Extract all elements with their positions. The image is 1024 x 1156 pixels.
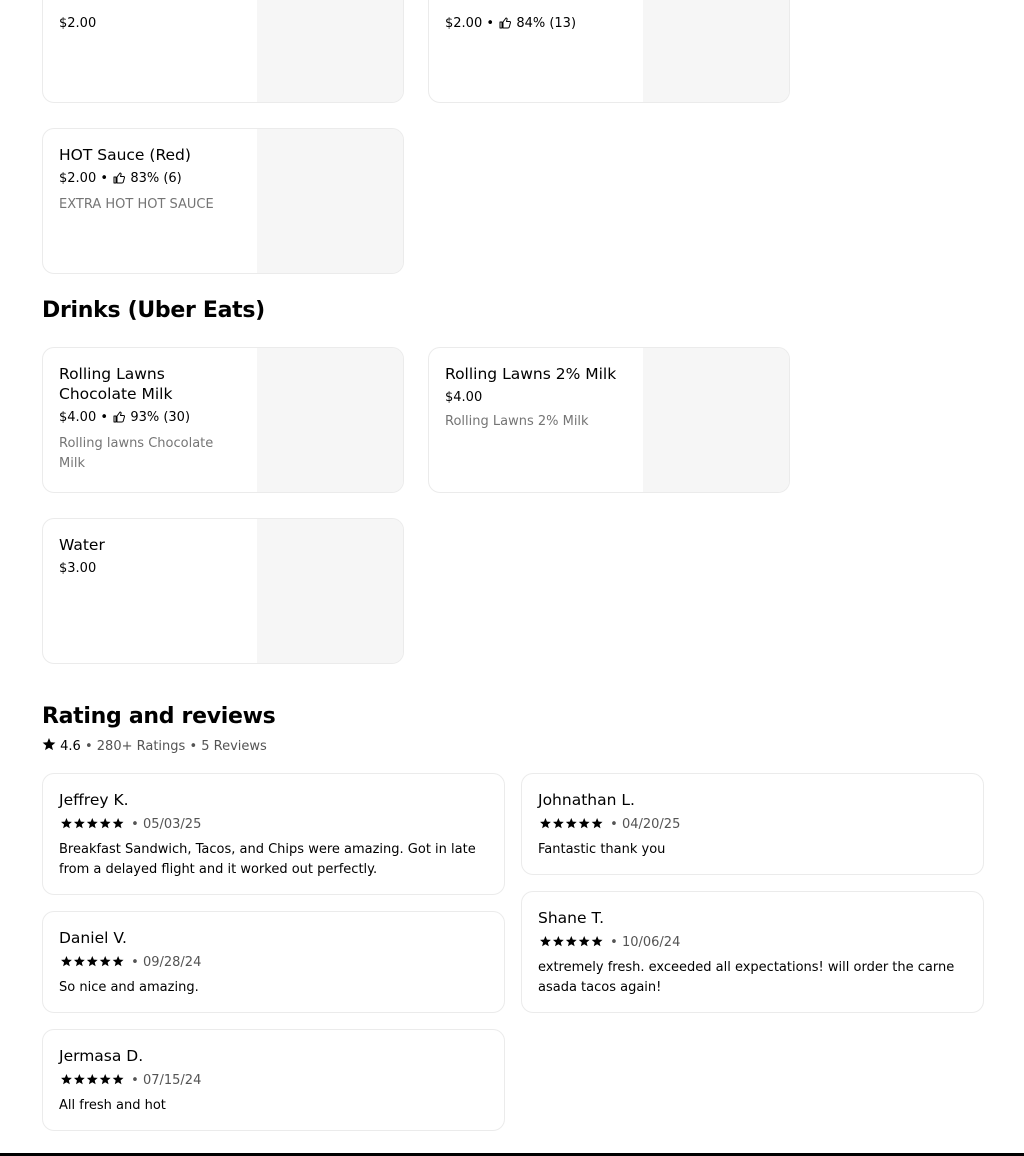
review-card	[42, 911, 505, 1013]
star-rating-icon	[59, 816, 127, 836]
section-title-drinks: Drinks (Uber Eats)	[42, 298, 265, 323]
item-price: $4.00	[445, 390, 483, 405]
item-name: Water	[59, 536, 105, 554]
menu-item-card[interactable]	[42, 347, 404, 493]
star-icon	[42, 738, 56, 757]
review-date: 10/06/24	[621, 935, 681, 950]
reviews-count: 5 Reviews	[201, 739, 267, 754]
item-price-row	[59, 169, 235, 191]
menu-item-card[interactable]	[42, 128, 404, 274]
review-date: 05/03/25	[142, 817, 202, 832]
reviewer-name: Jermasa D.	[59, 1047, 144, 1065]
item-description: Rolling Lawns 2% Milk	[445, 414, 589, 429]
item-price: $2.00	[59, 16, 97, 31]
review-text: Breakfast Sandwich, Tacos, and Chips were amazing. Got in late from a delayed flight and it worked out perfectly.	[59, 842, 476, 877]
reviewer-name: Johnathan L.	[538, 791, 635, 809]
review-text: Fantastic thank you	[538, 842, 666, 857]
item-price: $2.00	[445, 16, 483, 31]
separator: •	[610, 935, 618, 950]
review-text: All fresh and hot	[59, 1098, 166, 1113]
item-price: $2.00	[59, 171, 97, 186]
separator: •	[131, 817, 139, 832]
item-price-row	[59, 408, 235, 430]
thumbs-up-icon	[113, 410, 125, 430]
separator: •	[486, 16, 495, 31]
reviewer-name: Jeffrey K.	[59, 791, 129, 809]
item-price-row	[445, 388, 621, 408]
rating-summary	[42, 738, 267, 757]
reviewer-name: Daniel V.	[59, 929, 127, 947]
review-meta	[59, 1071, 488, 1092]
item-rating: 83% (6)	[130, 171, 182, 186]
review-date: 07/15/24	[142, 1073, 202, 1088]
separator: •	[131, 955, 139, 970]
review-card	[42, 773, 505, 895]
ratings-count: 280+ Ratings	[96, 739, 186, 754]
menu-item-card[interactable]	[42, 0, 404, 103]
review-card	[521, 891, 984, 1013]
menu-item-card[interactable]	[428, 347, 790, 493]
section-title-reviews: Rating and reviews	[42, 704, 276, 729]
star-rating-icon	[59, 1072, 127, 1092]
item-name: Rolling Lawns Chocolate Milk	[59, 365, 173, 403]
thumbs-up-icon	[499, 16, 511, 36]
item-description: EXTRA HOT HOT SAUCE	[59, 197, 214, 212]
item-name: Rolling Lawns 2% Milk	[445, 365, 617, 383]
item-image	[257, 129, 403, 273]
star-rating-icon	[59, 954, 127, 974]
separator: •	[189, 739, 198, 754]
review-text: extremely fresh. exceeded all expectations! will order the carne asada tacos again!	[538, 960, 955, 995]
separator: •	[131, 1073, 139, 1088]
item-price-row	[59, 14, 235, 34]
item-rating: 93% (30)	[130, 410, 191, 425]
item-rating: 84% (13)	[516, 16, 577, 31]
separator: •	[100, 410, 109, 425]
review-card	[521, 773, 984, 875]
menu-item-card[interactable]	[428, 0, 790, 103]
review-meta	[538, 933, 967, 954]
reviewer-name: Shane T.	[538, 909, 605, 927]
review-card	[42, 1029, 505, 1131]
item-image	[257, 0, 403, 102]
item-image	[643, 0, 789, 102]
overall-rating: 4.6	[60, 739, 81, 754]
review-meta	[538, 815, 967, 836]
item-description: Rolling lawns Chocolate Milk	[59, 436, 214, 471]
separator: •	[100, 171, 109, 186]
separator: •	[610, 817, 618, 832]
review-date: 09/28/24	[142, 955, 202, 970]
review-text: So nice and amazing.	[59, 980, 199, 995]
item-price-row	[445, 14, 621, 36]
item-price-row	[59, 559, 235, 579]
star-rating-icon	[538, 934, 606, 954]
item-name: HOT Sauce (Red)	[59, 146, 191, 164]
thumbs-up-icon	[113, 171, 125, 191]
item-image	[257, 519, 403, 663]
menu-item-card[interactable]	[42, 518, 404, 664]
item-price: $3.00	[59, 561, 97, 576]
item-image	[257, 348, 403, 492]
separator: •	[84, 739, 93, 754]
item-image	[643, 348, 789, 492]
review-date: 04/20/25	[621, 817, 681, 832]
review-meta	[59, 815, 488, 836]
item-price: $4.00	[59, 410, 97, 425]
star-rating-icon	[538, 816, 606, 836]
review-meta	[59, 953, 488, 974]
